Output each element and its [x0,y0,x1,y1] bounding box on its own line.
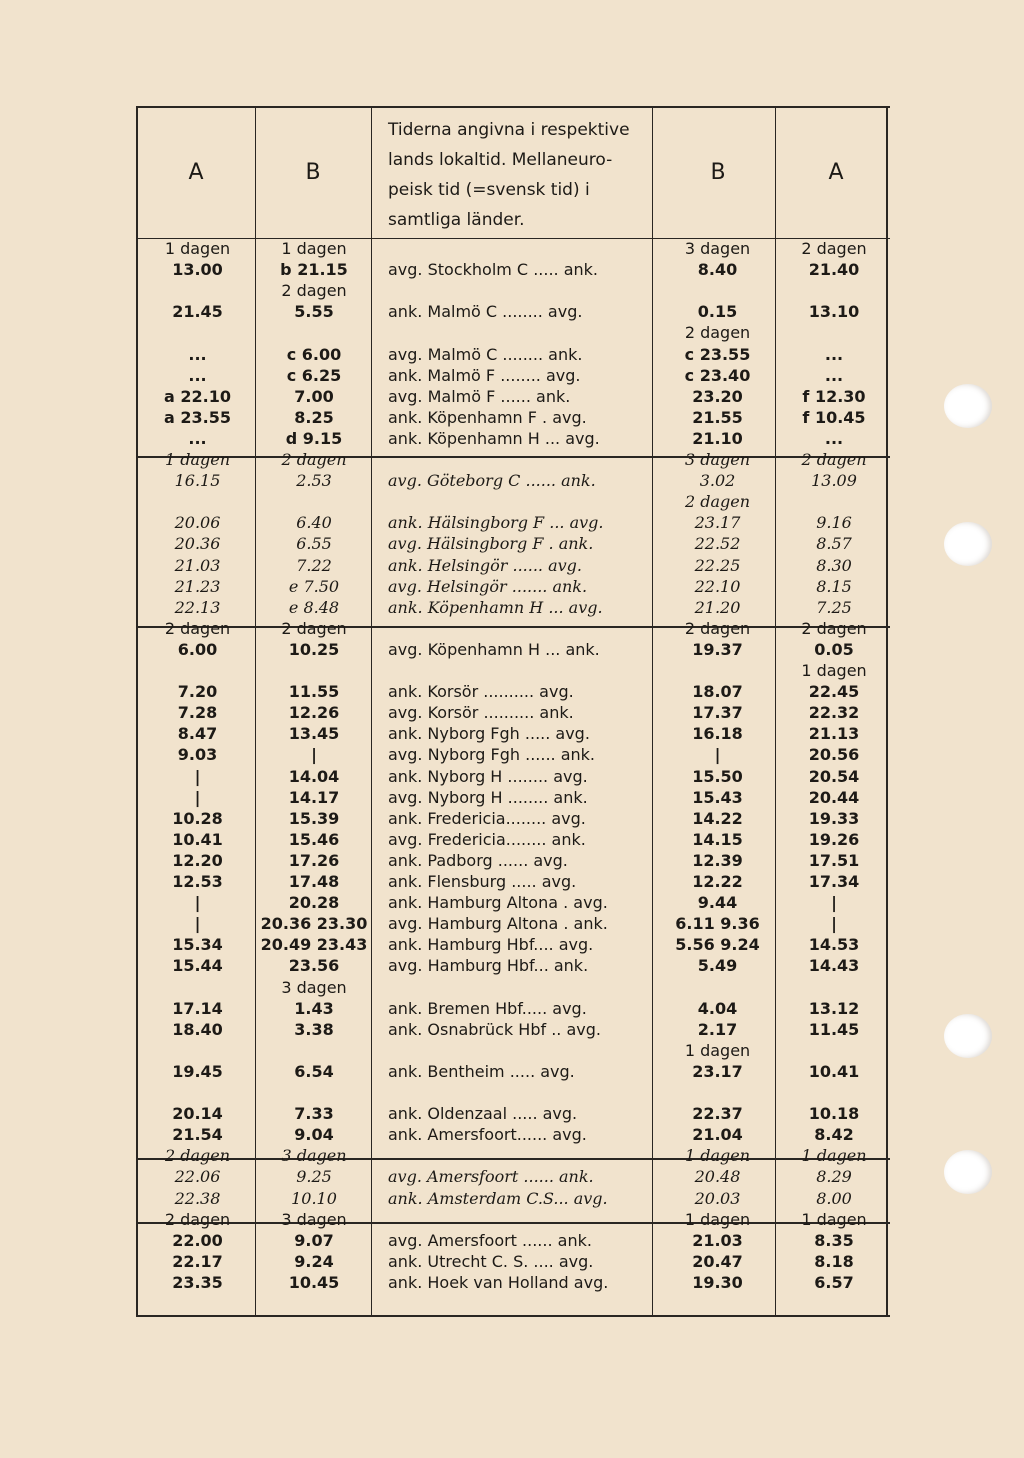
time-cell: 21.04 [692,1125,743,1145]
station-cell: ank. Hamburg Hbf.... avg. [388,935,594,955]
time-cell: 12.20 [172,850,223,870]
time-cell: 9.25 [296,1167,332,1187]
table-left-border [136,106,138,1317]
station-cell: ank. Hoek van Holland avg. [388,1272,609,1292]
station-cell: avg. Hälsingborg F . ank. [388,534,594,554]
time-cell: 17.14 [172,998,223,1018]
time-cell: 7.25 [816,597,852,617]
time-cell: 2 dagen [684,492,751,512]
time-cell: c 23.40 [684,365,751,385]
time-cell: 7.33 [294,1104,334,1124]
time-cell: 20.49 23.43 [260,935,368,955]
time-cell: 20.44 [808,787,860,807]
time-cell: 6.40 [296,513,332,533]
station-cell: avg. Malmö F ...... ank. [388,386,571,406]
time-cell: | [311,745,317,765]
station-cell: ank. Bentheim ..... avg. [388,1061,575,1081]
station-cell: ank. Flensburg ..... avg. [388,872,577,891]
time-cell: 17.37 [692,703,743,723]
time-cell: 22.06 [174,1167,221,1187]
station-cell: ank. Oldenzaal ..... avg. [388,1104,578,1124]
punch-hole [944,1150,992,1194]
time-cell: 8.40 [697,260,738,280]
time-cell: 21.45 [172,302,223,322]
time-cell: 5.55 [294,302,334,322]
time-cell: 12.26 [288,703,340,723]
time-cell: 9.03 [177,745,218,765]
time-cell: 10.45 [288,1272,340,1292]
time-cell: 22.13 [174,597,221,617]
column-header-a-return: A [828,160,844,185]
time-cell: 15.44 [172,956,223,976]
station-cell: avg. Nyborg Fgh ...... ank. [388,745,596,765]
station-cell: avg. Amersfoort ...... ank. [388,1230,592,1250]
time-cell: 2.53 [296,471,332,491]
time-cell: 14.22 [692,808,743,828]
time-cell: 3 dagen [281,1146,347,1166]
time-cell: 17.48 [288,872,340,891]
time-cell: 20.28 [288,893,340,913]
time-cell: 2 dagen [801,618,867,638]
station-cell: avg. Helsingör ....... ank. [388,576,588,596]
time-cell: 20.56 [808,745,860,765]
time-cell: 23.17 [694,513,741,533]
time-cell: ... [188,344,207,364]
time-cell: 10.41 [172,829,223,849]
time-cell: 23.17 [692,1061,743,1081]
time-cell: 21.40 [808,260,860,280]
time-cell: 8.29 [816,1167,852,1187]
time-cell: 12.53 [172,872,223,891]
time-cell: 9.04 [294,1125,334,1145]
station-cell: avg. Nyborg H ........ ank. [388,787,588,807]
time-cell: 6.00 [177,639,218,659]
time-cell: 21.54 [172,1125,223,1145]
time-cell: 19.26 [808,829,860,849]
time-cell: 22.17 [172,1251,223,1271]
station-cell: avg. Köpenhamn H ... ank. [388,639,600,659]
table-bottom-border [136,1315,890,1317]
time-cell: 8.15 [816,576,852,596]
station-cell: avg. Hamburg Altona . ank. [388,914,608,934]
station-cell: ank. Amersfoort...... avg. [388,1125,587,1145]
time-cell: 2 dagen [164,618,231,638]
time-cell: 15.46 [288,829,340,849]
time-cell: 20.03 [694,1188,741,1208]
station-cell: ank. Köpenhamn H ... avg. [388,428,600,448]
time-cell: 20.54 [808,766,860,786]
time-cell: 2 dagen [164,1146,231,1166]
time-cell: 23.56 [288,956,340,976]
time-cell: 16.15 [174,471,221,491]
time-cell: 19.33 [808,808,860,828]
time-cell: 13.09 [811,471,857,491]
time-cell: 15.39 [288,808,340,828]
time-cell: 21.23 [174,576,221,596]
time-cell: 19.37 [692,639,743,659]
station-cell: ank. Helsingör ...... avg. [388,555,582,575]
time-cell: 21.13 [808,724,860,744]
time-cell: 15.43 [692,787,743,807]
time-cell: 10.10 [291,1188,337,1208]
time-cell: | [194,893,201,913]
time-cell: 2 dagen [281,450,347,469]
time-cell: 10.41 [808,1061,860,1081]
time-cell: 17.26 [288,850,340,870]
time-cell: 14.53 [808,935,860,955]
station-cell: ank. Köpenhamn F . avg. [388,407,587,427]
station-cell: avg. Korsör .......... ank. [388,703,574,723]
time-cell: 8.35 [814,1230,854,1250]
time-cell: b 21.15 [280,260,348,280]
time-cell: 17.51 [808,850,860,870]
time-cell: 1 dagen [684,1209,751,1229]
time-cell: c 6.25 [286,365,342,385]
time-cell: 19.30 [692,1272,743,1292]
time-cell: a 22.10 [164,386,231,406]
time-cell: 20.48 [694,1167,741,1187]
station-cell: ank. Köpenhamn H ... avg. [388,597,603,617]
time-cell: e 8.48 [288,597,340,617]
station-cell: avg. Malmö C ........ ank. [388,344,583,364]
time-cell: 11.45 [808,1019,860,1039]
time-cell: 9.07 [294,1230,334,1250]
time-cell: 18.07 [692,682,743,702]
station-cell: ank. Padborg ...... avg. [388,850,568,870]
time-cell: 15.34 [172,935,223,955]
time-cell: 21.03 [174,555,221,575]
column-header-b-return: B [710,160,726,185]
column-header-a: A [188,160,204,185]
time-cell: | [194,914,201,934]
time-cell: 1.43 [294,998,334,1018]
time-cell: 2 dagen [281,281,347,301]
time-cell: 8.30 [816,555,852,575]
time-cell: 21.10 [692,428,743,448]
time-cell: | [714,745,721,765]
time-cell: 2 dagen [801,450,867,469]
time-cell: 8.18 [814,1251,854,1271]
time-cell: 3 dagen [281,977,347,997]
time-cell: 3 dagen [684,450,751,469]
station-cell: ank. Utrecht C. S. .... avg. [388,1251,594,1271]
station-cell: avg. Fredericia........ ank. [388,829,586,849]
time-cell: 19.45 [172,1061,223,1081]
time-cell: 14.43 [808,956,860,976]
time-cell: 22.45 [808,682,860,702]
time-cell: 17.34 [808,872,860,891]
time-cell: 1 dagen [684,1146,751,1166]
time-cell: 3 dagen [684,239,751,258]
time-cell: 16.18 [692,724,743,744]
time-cell: ... [188,428,207,448]
time-cell: 13.10 [808,302,860,322]
station-cell: ank. Fredericia........ avg. [388,808,586,828]
time-cell: 6.57 [814,1272,854,1292]
time-cell: 2 dagen [801,239,867,258]
time-cell: 3 dagen [281,1209,347,1229]
time-cell: 5.56 9.24 [675,935,760,955]
time-cell: 22.00 [172,1230,223,1250]
time-cell: 8.00 [816,1188,852,1208]
station-cell: ank. Nyborg Fgh ..... avg. [388,724,590,744]
time-cell: d 9.15 [285,428,343,448]
time-cell: | [831,914,837,934]
station-cell: ank. Korsör .......... avg. [388,682,574,702]
time-cell: 14.04 [288,766,340,786]
time-cell: c 6.00 [286,344,342,364]
time-cell: 6.11 9.36 [675,914,760,934]
station-cell: ank. Osnabrück Hbf .. avg. [388,1019,601,1039]
time-cell: 20.14 [172,1104,223,1124]
time-cell: 12.22 [692,872,743,891]
time-cell: 22.37 [692,1104,743,1124]
time-cell: 13.12 [808,998,860,1018]
time-cell: 6.55 [296,534,332,554]
time-cell: 2 dagen [164,1209,231,1229]
station-cell: ank. Hälsingborg F ... avg. [388,513,604,533]
time-cell: 10.28 [172,808,223,828]
time-cell: ... [824,365,844,385]
time-cell: 13.45 [288,724,340,744]
time-cell: 7.20 [177,682,218,702]
punch-hole [944,1014,992,1058]
time-cell: 15.50 [692,766,743,786]
station-cell: ank. Malmö F ........ avg. [388,365,581,385]
time-cell: | [831,893,837,913]
station-cell: ank. Amsterdam C.S... avg. [388,1188,608,1208]
time-cell: 8.25 [294,407,334,427]
time-cell: 14.17 [288,787,340,807]
time-cell: 20.47 [692,1251,743,1271]
station-cell: ank. Nyborg H ........ avg. [388,766,588,786]
time-cell: 6.54 [294,1061,334,1081]
time-cell: 2 dagen [281,618,347,638]
time-cell: 22.25 [694,555,741,575]
time-cell: 0.15 [697,302,738,322]
time-cell: | [194,787,201,807]
time-cell: 11.55 [288,682,340,702]
time-cell: 10.25 [288,639,340,659]
time-cell: ... [188,365,207,385]
time-cell: 9.24 [294,1251,334,1271]
time-cell: 8.42 [814,1125,854,1145]
time-cell: 2 dagen [684,618,751,638]
time-cell: ... [824,344,844,364]
time-cell: 0.05 [814,639,854,659]
time-cell: 1 dagen [164,450,231,469]
time-cell: f 12.30 [802,386,866,406]
time-cell: 20.36 [174,534,221,554]
time-cell: 2 dagen [684,323,751,343]
time-cell: 8.57 [816,534,852,554]
column-header-b: B [305,160,321,185]
time-cell: f 10.45 [802,407,866,427]
time-cell: 22.52 [694,534,741,554]
station-cell: avg. Stockholm C ..... ank. [388,260,598,280]
column-divider [255,106,256,1317]
time-zone-note: Tiderna angivna i respektive lands lokaltid. Mellaneuro-peisk tid (=svensk tid) i samtliga länder. [388,120,630,230]
time-cell: 12.39 [692,850,743,870]
column-divider [371,106,372,1317]
time-cell: 21.03 [692,1230,743,1250]
time-cell: 22.32 [808,703,860,723]
time-cell: 21.55 [692,407,743,427]
time-cell: 8.47 [177,724,218,744]
time-cell: 5.49 [697,956,738,976]
station-cell: avg. Göteborg C ...... ank. [388,471,596,491]
time-cell: 23.20 [692,386,743,406]
time-cell: 20.06 [174,513,221,533]
column-divider [652,106,653,1317]
time-cell: 3.38 [294,1019,334,1039]
time-cell: ... [824,428,844,448]
punch-hole [944,522,992,566]
time-cell: 1 dagen [801,661,867,680]
station-cell: ank. Hamburg Altona . avg. [388,893,608,913]
station-cell: ank. Bremen Hbf..... avg. [388,998,587,1018]
time-cell: c 23.55 [684,344,751,364]
time-cell: 1 dagen [801,1146,867,1166]
station-cell: avg. Amersfoort ...... ank. [388,1167,594,1187]
time-cell: 20.36 23.30 [260,914,368,934]
time-cell: 21.20 [694,597,741,617]
time-cell: 7.00 [294,386,334,406]
time-cell: 7.28 [177,703,218,723]
time-cell: 1 dagen [684,1040,751,1060]
table-top-border [136,106,890,108]
time-cell: e 7.50 [288,576,340,596]
time-cell: 22.10 [694,576,741,596]
time-cell: 9.44 [697,893,738,913]
station-cell: avg. Hamburg Hbf... ank. [388,956,589,976]
time-cell: 3.02 [699,471,736,491]
time-cell: 10.18 [808,1104,860,1124]
time-cell: 14.15 [692,829,743,849]
column-divider [775,106,776,1317]
time-cell: 23.35 [172,1272,223,1292]
time-cell: 9.16 [816,513,852,533]
time-cell: 22.38 [174,1188,221,1208]
time-cell: 1 dagen [801,1209,867,1229]
time-cell: 7.22 [296,555,332,575]
punch-hole [944,384,992,428]
time-cell: 1 dagen [281,239,347,258]
time-cell: 18.40 [172,1019,223,1039]
time-cell: a 23.55 [164,407,231,427]
time-cell: 1 dagen [164,239,231,258]
time-cell: 2.17 [697,1019,738,1039]
time-cell: 13.00 [172,260,223,280]
time-cell: 4.04 [697,998,738,1018]
time-cell: | [194,766,201,786]
station-cell: ank. Malmö C ........ avg. [388,302,583,322]
